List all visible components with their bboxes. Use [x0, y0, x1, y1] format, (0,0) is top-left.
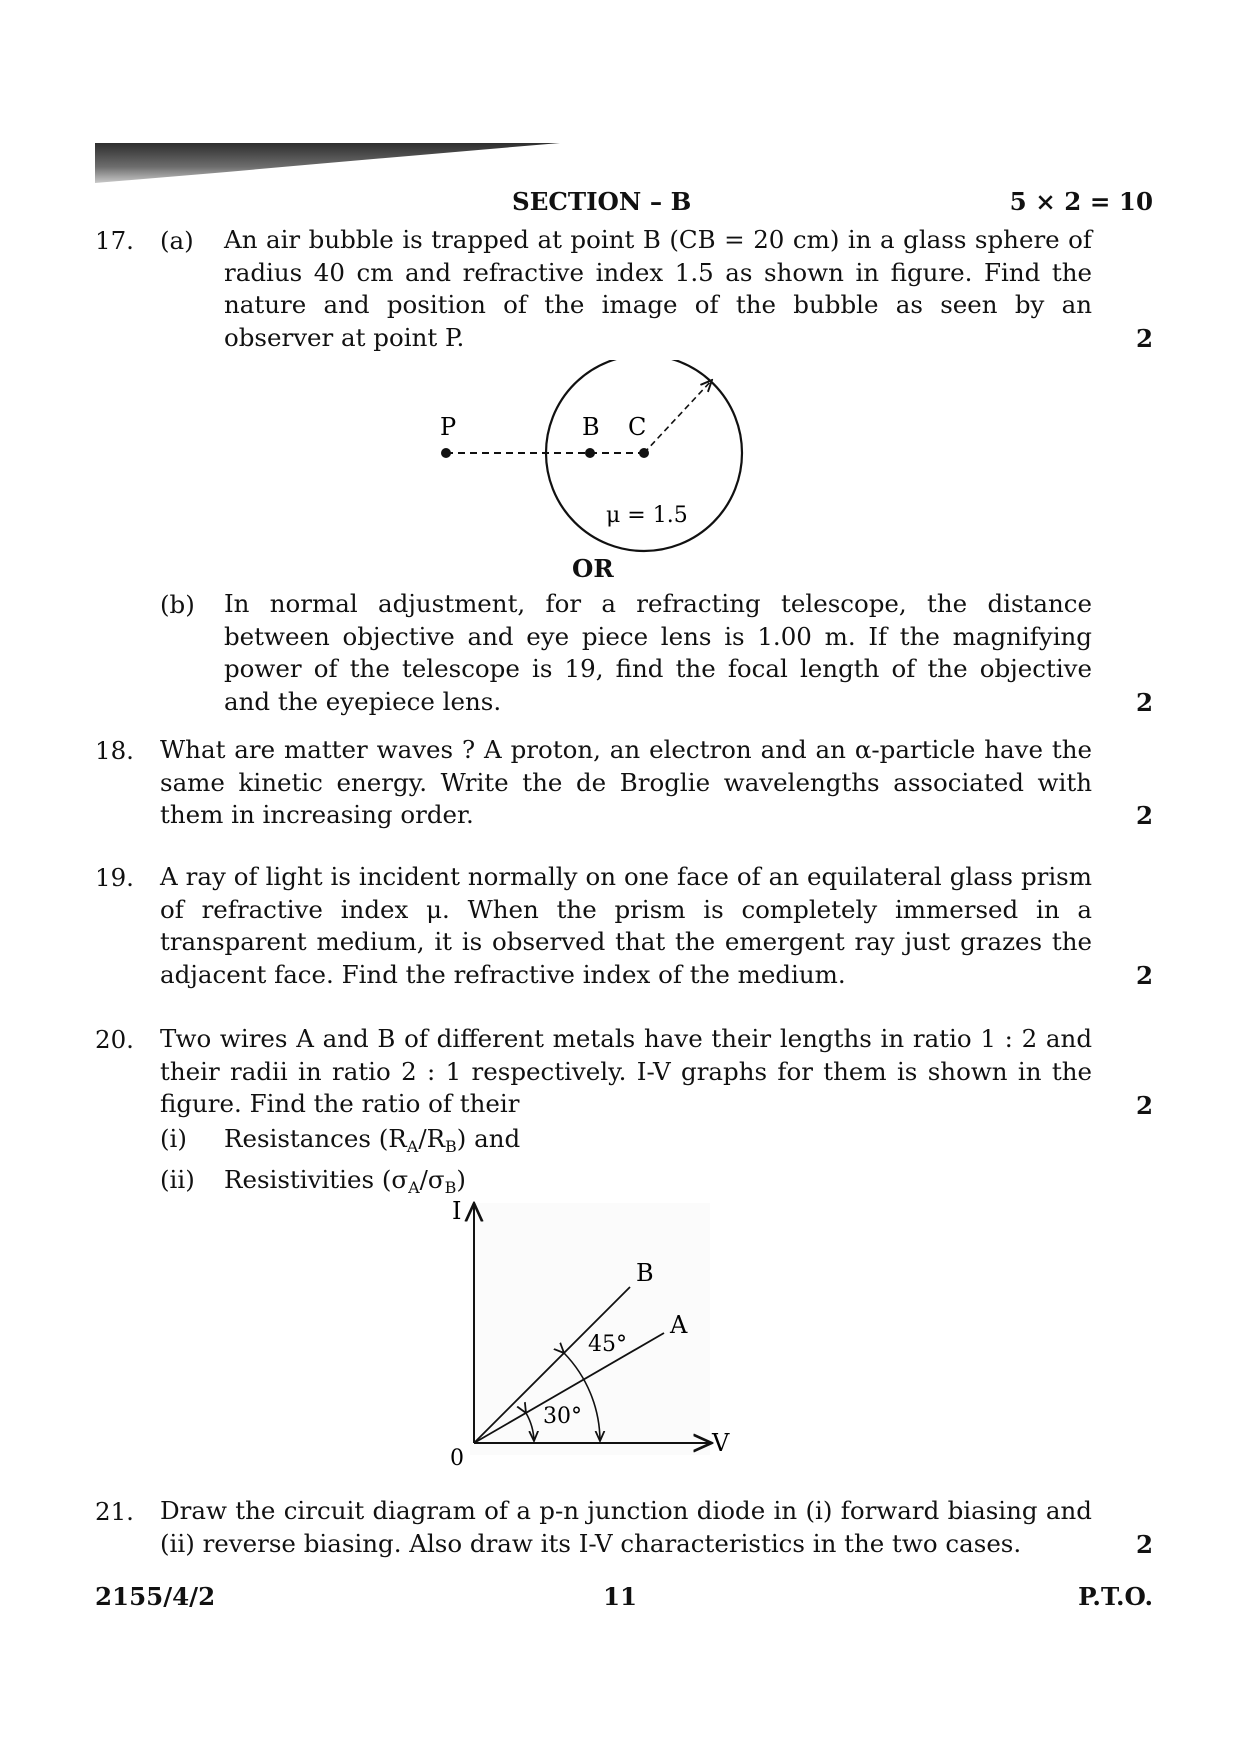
or-divider: OR: [572, 554, 614, 583]
q20-marks: 2: [1135, 1091, 1153, 1120]
point-b: [585, 448, 595, 458]
page-number: 11: [603, 1582, 638, 1611]
point-p: [441, 448, 451, 458]
label-b: B: [582, 413, 600, 441]
iv-graph: [430, 1195, 760, 1475]
q18-marks: 2: [1135, 801, 1153, 830]
pto-label: P.T.O.: [1078, 1582, 1153, 1611]
q20-item-ii-label: (ii): [160, 1165, 195, 1194]
q20-text: Two wires A and B of different metals have their lengths in ratio 1 : 2 and their radii in ratio 2 : 1 respectively. I-V graphs for them is shown in the figure. Find the ratio of their: [160, 1024, 1092, 1119]
label-line-a: A: [670, 1311, 688, 1339]
q20-number: 20.: [95, 1025, 134, 1054]
paper-code: 2155/4/2: [95, 1582, 216, 1611]
label-c: C: [628, 413, 647, 441]
point-c: [639, 448, 649, 458]
label-line-b: B: [636, 1259, 654, 1287]
q19-marks: 2: [1135, 961, 1153, 990]
q17-part-b-marks: 2: [1135, 688, 1153, 717]
section-title: SECTION – B: [512, 187, 692, 216]
q20-item-i-text: Resistances $(R_A/R_B)$ and: [224, 1124, 521, 1156]
angle-45-label: 45°: [588, 1332, 627, 1357]
q17-part-b-text: In normal adjustment, for a refracting telescope, the distance between objective and eye piece lens is 1.00 m. If the magnifying power of the telescope is 19, find the focal length of the objective and the eyepiece lens.: [224, 589, 1092, 717]
q20-item-i-label: (i): [160, 1124, 187, 1153]
mu-label: μ = 1.5: [606, 503, 688, 528]
axis-label-i: I: [452, 1197, 462, 1225]
section-marks-scheme: 5 × 2 = 10: [1009, 187, 1153, 216]
angle-30-label: 30°: [543, 1404, 582, 1429]
q17-number: 17.: [95, 226, 134, 255]
q19-number: 19.: [95, 863, 134, 892]
q18-number: 18.: [95, 736, 134, 765]
header-band: [95, 143, 560, 185]
q17-part-a-text: An air bubble is trapped at point B (CB = 20 cm) in a glass sphere of radius 40 cm and refractive index 1.5 as shown in figure. Find the nature and position of the image of the bubble as seen by an observer at point P.: [224, 225, 1092, 353]
radius-arrow: [644, 380, 712, 453]
q21-text: Draw the circuit diagram of a p-n junction diode in (i) forward biasing and (ii) reverse biasing. Also draw its I-V characteristics in the two cases.: [160, 1496, 1092, 1558]
q18-text: What are matter waves ? A proton, an electron and an α-particle have the same kinetic energy. Write the de Broglie wavelengths associated with them in increasing order.: [160, 735, 1092, 830]
origin-label: 0: [450, 1446, 464, 1471]
glass-sphere-figure: [430, 360, 760, 560]
q19-text: A ray of light is incident normally on one face of an equilateral glass prism of refractive index μ. When the prism is completely immersed in a transparent medium, it is observed that the emergent ray just grazes the adjacent face. Find the refractive index of the medium.: [160, 862, 1092, 990]
q17-part-a-label: (a): [160, 226, 194, 255]
axis-label-v: V: [712, 1429, 730, 1457]
q17-part-a-marks: 2: [1135, 324, 1153, 353]
q17-part-b-label: (b): [160, 590, 195, 619]
q20-item-ii-text: Resistivities $(\sigma_A/\sigma_B)$: [224, 1165, 466, 1197]
label-p: P: [440, 413, 457, 441]
q21-marks: 2: [1135, 1530, 1153, 1559]
q21-number: 21.: [95, 1497, 134, 1526]
